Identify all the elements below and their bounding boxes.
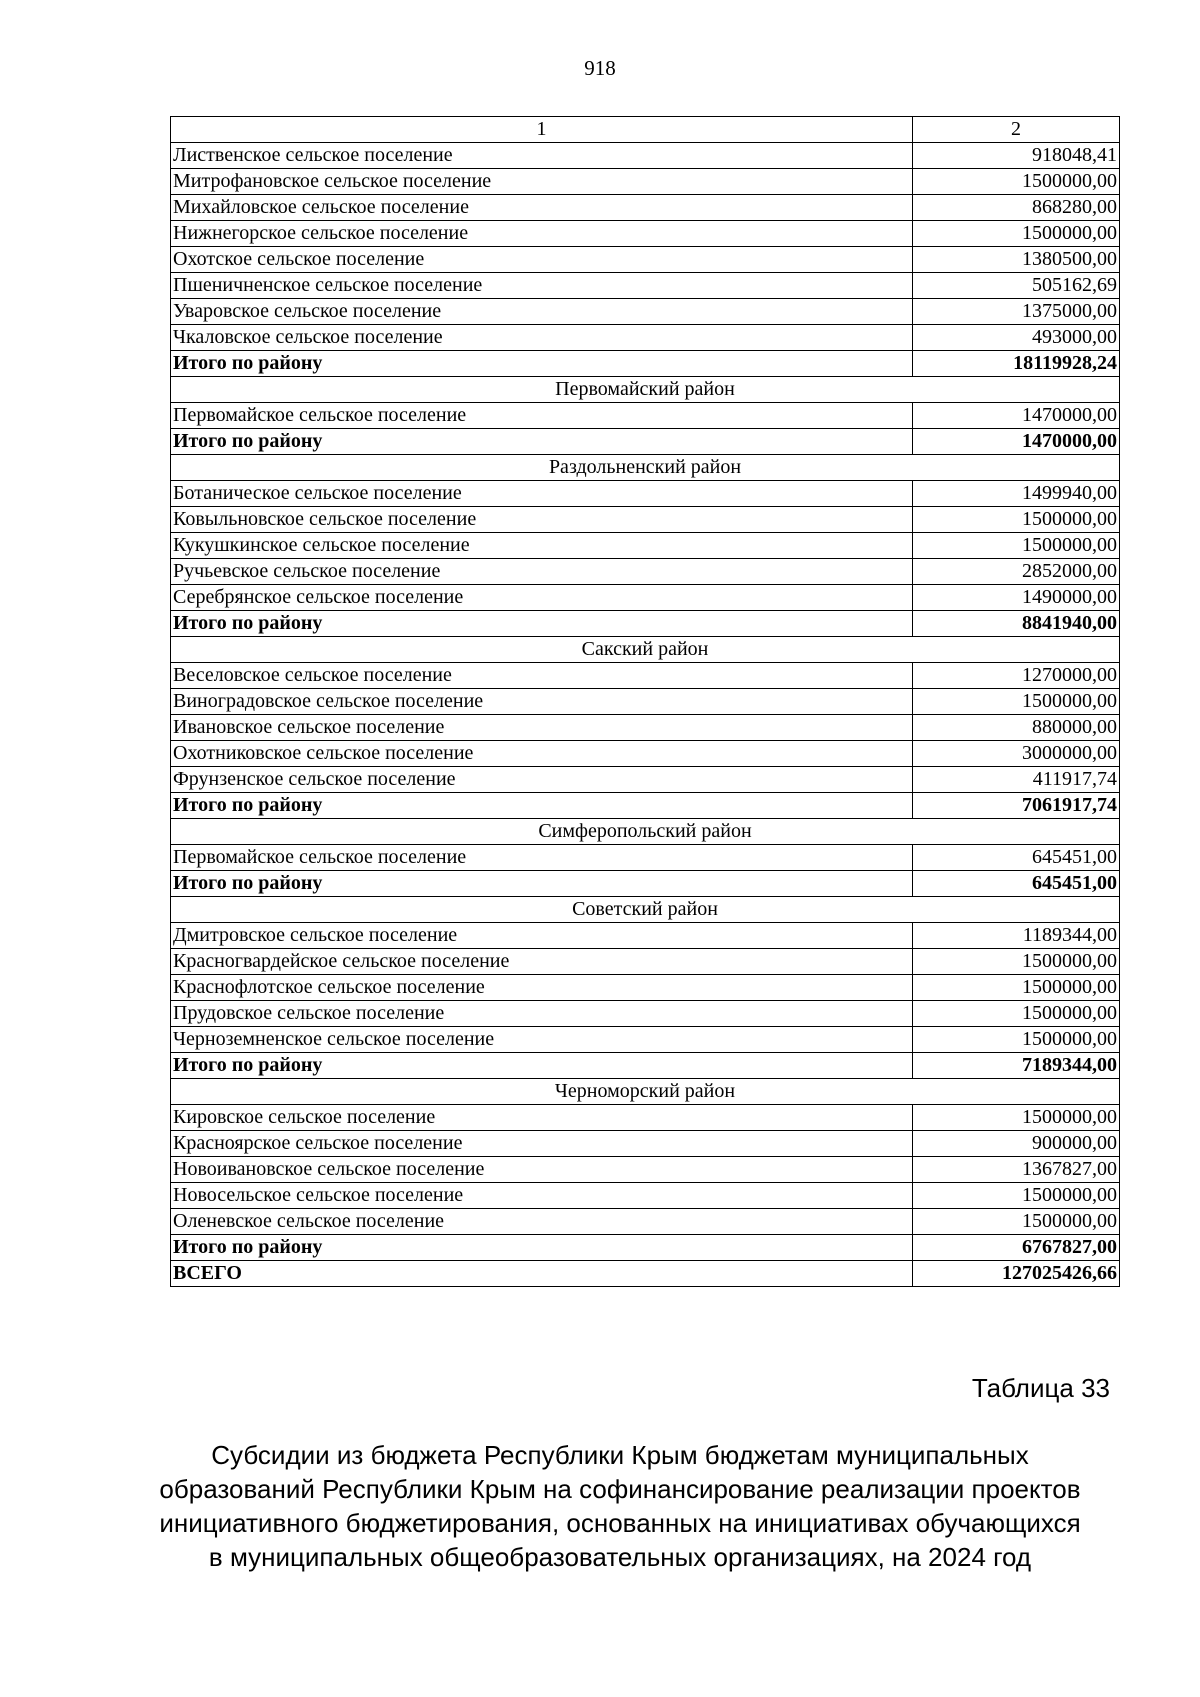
subsidy-amount: 1500000,00	[913, 1183, 1120, 1209]
settlement-name: Кукушкинское сельское поселение	[171, 533, 913, 559]
table-row	[171, 1001, 1120, 1027]
settlement-name: Михайловское сельское поселение	[171, 195, 913, 221]
subsidy-amount: 1500000,00	[913, 1105, 1120, 1131]
settlement-name: Уваровское сельское поселение	[171, 299, 913, 325]
table-title-line: в муниципальных общеобразовательных организациях, на 2024 год	[208, 1542, 1032, 1572]
subsidy-amount: 1500000,00	[913, 1001, 1120, 1027]
settlement-name: Серебрянское сельское поселение	[171, 585, 913, 611]
district-header-row	[171, 897, 1120, 923]
table-header-row	[171, 117, 1120, 143]
table-row	[171, 1183, 1120, 1209]
district-name: Сакский район	[171, 637, 1120, 663]
total-amount: 8841940,00	[913, 611, 1120, 637]
subsidy-amount: 1490000,00	[913, 585, 1120, 611]
subsidy-amount: 1189344,00	[913, 923, 1120, 949]
total-label: Итого по району	[171, 793, 913, 819]
table-row	[171, 1157, 1120, 1183]
table-label: Таблица 33	[971, 1373, 1110, 1403]
total-row	[171, 351, 1120, 377]
table-row	[171, 273, 1120, 299]
subsidy-amount: 1500000,00	[913, 1027, 1120, 1053]
total-amount: 6767827,00	[913, 1235, 1120, 1261]
table-row	[171, 923, 1120, 949]
table-row	[171, 975, 1120, 1001]
subsidy-amount: 1500000,00	[913, 949, 1120, 975]
table-row	[171, 533, 1120, 559]
district-name: Первомайский район	[171, 377, 1120, 403]
settlement-name: Ботаническое сельское поселение	[171, 481, 913, 507]
settlement-name: Первомайское сельское поселение	[171, 845, 913, 871]
subsidy-amount: 1500000,00	[913, 507, 1120, 533]
settlement-name: Кировское сельское поселение	[171, 1105, 913, 1131]
table-row	[171, 585, 1120, 611]
table-row	[171, 741, 1120, 767]
subsidy-amount: 1367827,00	[913, 1157, 1120, 1183]
total-label: ВСЕГО	[171, 1261, 913, 1287]
district-header-row	[171, 1079, 1120, 1105]
settlement-name: Красногвардейское сельское поселение	[171, 949, 913, 975]
table-row	[171, 845, 1120, 871]
table-title-line: инициативного бюджетирования, основанных на инициативах обучающихся	[159, 1508, 1081, 1538]
settlement-name: Новоивановское сельское поселение	[171, 1157, 913, 1183]
settlement-name: Охотское сельское поселение	[171, 247, 913, 273]
settlement-name: Чкаловское сельское поселение	[171, 325, 913, 351]
settlement-name: Новосельское сельское поселение	[171, 1183, 913, 1209]
subsidy-amount: 493000,00	[913, 325, 1120, 351]
total-amount: 645451,00	[913, 871, 1120, 897]
subsidy-amount: 1500000,00	[913, 221, 1120, 247]
total-row	[171, 1053, 1120, 1079]
settlement-name: Пшеничненское сельское поселение	[171, 273, 913, 299]
table-title-line: образований Республики Крым на софинансирование реализации проектов	[159, 1474, 1081, 1504]
settlement-name: Веселовское сельское поселение	[171, 663, 913, 689]
district-header-row	[171, 819, 1120, 845]
district-name: Раздольненский район	[171, 455, 1120, 481]
total-row	[171, 1235, 1120, 1261]
total-amount: 7061917,74	[913, 793, 1120, 819]
subsidy-amount: 1500000,00	[913, 1209, 1120, 1235]
total-label: Итого по району	[171, 1235, 913, 1261]
subsidy-amount: 1470000,00	[913, 403, 1120, 429]
table-row	[171, 481, 1120, 507]
subsidy-amount: 1500000,00	[913, 975, 1120, 1001]
table-row	[171, 949, 1120, 975]
settlement-name: Фрунзенское сельское поселение	[171, 767, 913, 793]
total-label: Итого по району	[171, 351, 913, 377]
total-amount: 127025426,66	[913, 1261, 1120, 1287]
district-header-row	[171, 637, 1120, 663]
table-title	[120, 1438, 1120, 1574]
subsidy-amount: 1500000,00	[913, 689, 1120, 715]
table-row	[171, 143, 1120, 169]
total-amount: 1470000,00	[913, 429, 1120, 455]
table-row	[171, 1131, 1120, 1157]
settlement-name: Охотниковское сельское поселение	[171, 741, 913, 767]
settlement-name: Дмитровское сельское поселение	[171, 923, 913, 949]
subsidy-amount: 1375000,00	[913, 299, 1120, 325]
table-row	[171, 195, 1120, 221]
table-row	[171, 325, 1120, 351]
subsidy-amount: 3000000,00	[913, 741, 1120, 767]
subsidy-amount: 1500000,00	[913, 169, 1120, 195]
total-row	[171, 429, 1120, 455]
settlement-name: Первомайское сельское поселение	[171, 403, 913, 429]
subsidy-amount: 1380500,00	[913, 247, 1120, 273]
total-row	[171, 793, 1120, 819]
subsidy-amount: 900000,00	[913, 1131, 1120, 1157]
settlement-name: Черноземненское сельское поселение	[171, 1027, 913, 1053]
total-label: Итого по району	[171, 611, 913, 637]
settlement-name: Митрофановское сельское поселение	[171, 169, 913, 195]
table-row	[171, 403, 1120, 429]
total-row	[171, 611, 1120, 637]
settlement-name: Краснофлотское сельское поселение	[171, 975, 913, 1001]
table-row	[171, 663, 1120, 689]
settlement-name: Прудовское сельское поселение	[171, 1001, 913, 1027]
settlement-name: Нижнегорское сельское поселение	[171, 221, 913, 247]
total-label: Итого по району	[171, 871, 913, 897]
total-amount: 18119928,24	[913, 351, 1120, 377]
table-row	[171, 559, 1120, 585]
district-name: Советский район	[171, 897, 1120, 923]
table-row	[171, 299, 1120, 325]
district-name: Черноморский район	[171, 1079, 1120, 1105]
subsidy-amount: 505162,69	[913, 273, 1120, 299]
subsidy-amount: 880000,00	[913, 715, 1120, 741]
total-row	[171, 871, 1120, 897]
table-title-line: Субсидии из бюджета Республики Крым бюджетам муниципальных	[211, 1440, 1029, 1470]
settlement-name: Ручьевское сельское поселение	[171, 559, 913, 585]
page-number: 918	[584, 56, 616, 80]
settlement-name: Оленевское сельское поселение	[171, 1209, 913, 1235]
total-row	[171, 1261, 1120, 1287]
table-body	[171, 143, 1120, 1287]
subsidy-amount: 868280,00	[913, 195, 1120, 221]
table-row	[171, 767, 1120, 793]
subsidy-amount: 645451,00	[913, 845, 1120, 871]
total-label: Итого по району	[171, 1053, 913, 1079]
budget-table	[170, 116, 1120, 1287]
settlement-name: Ивановское сельское поселение	[171, 715, 913, 741]
table-row	[171, 715, 1120, 741]
table-row	[171, 1105, 1120, 1131]
settlement-name: Красноярское сельское поселение	[171, 1131, 913, 1157]
total-amount: 7189344,00	[913, 1053, 1120, 1079]
subsidy-amount: 1500000,00	[913, 533, 1120, 559]
settlement-name: Виноградовское сельское поселение	[171, 689, 913, 715]
table-row	[171, 1209, 1120, 1235]
district-name: Симферопольский район	[171, 819, 1120, 845]
table-row	[171, 689, 1120, 715]
district-header-row	[171, 455, 1120, 481]
subsidy-amount: 1270000,00	[913, 663, 1120, 689]
column-header-1: 1	[171, 117, 913, 143]
settlement-name: Ковыльновское сельское поселение	[171, 507, 913, 533]
table-row	[171, 169, 1120, 195]
total-label: Итого по району	[171, 429, 913, 455]
settlement-name: Лиственское сельское поселение	[171, 143, 913, 169]
table-row	[171, 1027, 1120, 1053]
table-row	[171, 247, 1120, 273]
table-row	[171, 221, 1120, 247]
subsidy-amount: 918048,41	[913, 143, 1120, 169]
table-row	[171, 507, 1120, 533]
subsidy-amount: 411917,74	[913, 767, 1120, 793]
district-header-row	[171, 377, 1120, 403]
subsidy-amount: 2852000,00	[913, 559, 1120, 585]
column-header-2: 2	[913, 117, 1120, 143]
subsidy-amount: 1499940,00	[913, 481, 1120, 507]
